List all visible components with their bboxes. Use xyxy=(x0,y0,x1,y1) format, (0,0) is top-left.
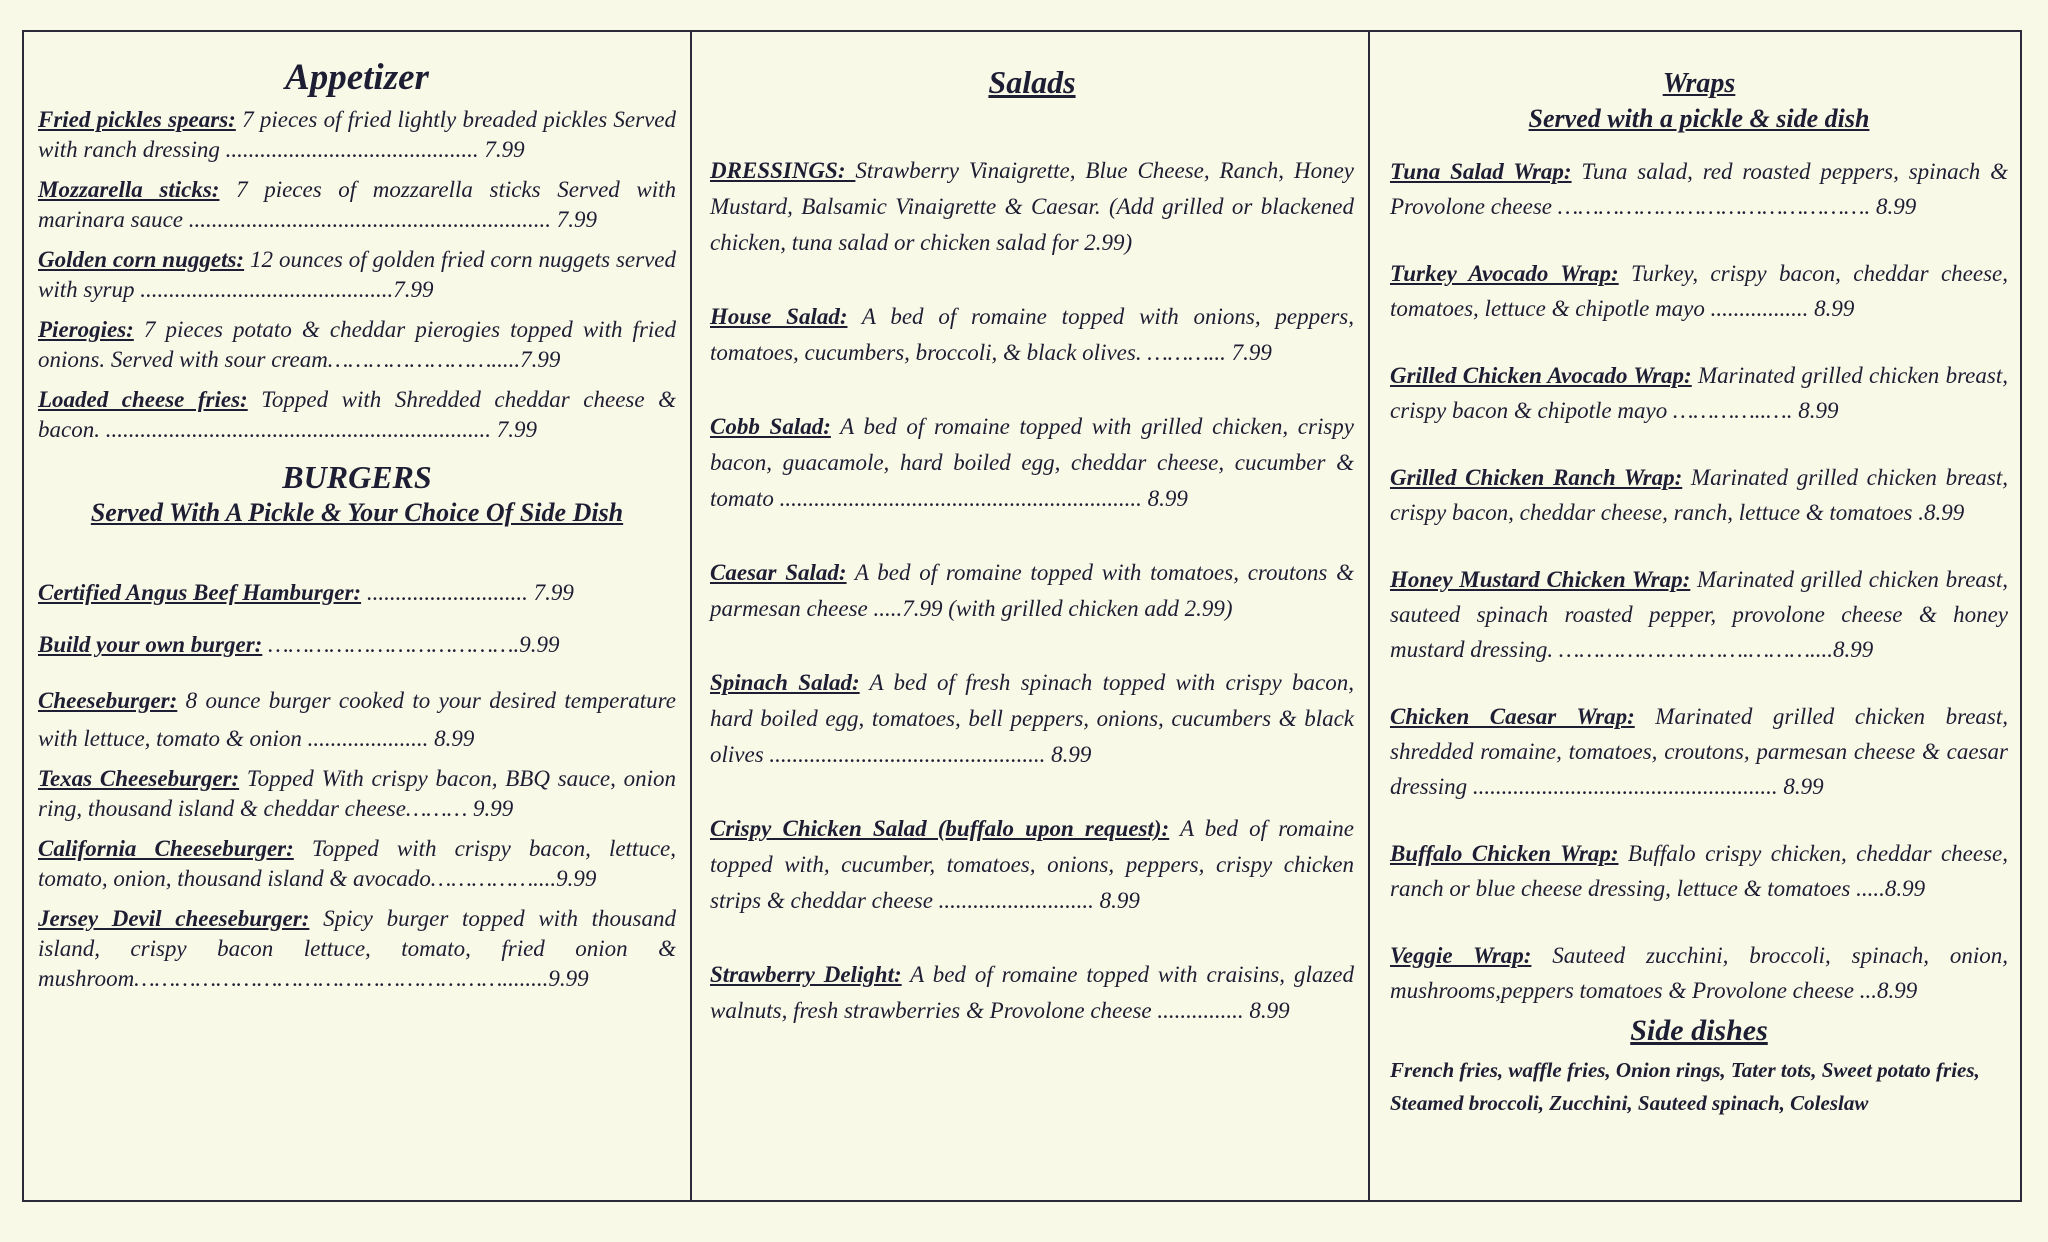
item-name: Grilled Chicken Avocado Wrap: xyxy=(1390,363,1692,388)
wraps-subheading: Served with a pickle & side dish xyxy=(1528,104,1870,133)
item-name: Turkey Avocado Wrap: xyxy=(1390,261,1619,286)
item-desc: 7 pieces of fried lightly breaded pickles Served with ranch dressing ............................................ 7.99 xyxy=(38,107,676,162)
menu-item xyxy=(1390,938,2008,1008)
item-name: Cheeseburger: xyxy=(38,688,178,713)
item-desc: Buffalo crispy chicken, cheddar cheese, ranch or blue cheese dressing, lettuce & tomatoes .....8.99 xyxy=(1390,841,2008,901)
item-name: Pierogies: xyxy=(38,317,134,342)
item-desc: Turkey, crispy bacon, cheddar cheese, tomatoes, lettuce & chipotle mayo ................. 8.99 xyxy=(1390,261,2008,321)
item-name: Spinach Salad: xyxy=(710,670,860,695)
menu-item xyxy=(1390,699,2008,804)
item-desc: A bed of romaine topped with onions, peppers, tomatoes, cucumbers, broccoli, & black olives. ………... 7.99 xyxy=(710,304,1354,365)
item-desc: Topped with Shredded cheddar cheese & bacon. ................................................................... 7.99 xyxy=(38,387,676,442)
item-name: Certified Angus Beef Hamburger: xyxy=(38,580,362,605)
item-name: Golden corn nuggets: xyxy=(38,247,245,272)
menu-item xyxy=(1390,358,2008,428)
menu-item xyxy=(1390,256,2008,326)
item-name: Crispy Chicken Salad (buffalo upon request): xyxy=(710,816,1170,841)
menu-item xyxy=(38,105,676,165)
item-desc: ……………………………….9.99 xyxy=(262,632,560,657)
menu-item xyxy=(38,245,676,305)
item-name: Caesar Salad: xyxy=(710,560,847,585)
item-desc: ............................ 7.99 xyxy=(361,580,574,605)
menu-item xyxy=(710,555,1354,627)
item-name: Loaded cheese fries: xyxy=(38,387,248,412)
item-desc: Topped with crispy bacon, lettuce, tomato, onion, thousand island & avocado……………....9.99 xyxy=(38,836,676,891)
item-name: Honey Mustard Chicken Wrap: xyxy=(1390,567,1691,592)
item-desc: Marinated grilled chicken breast, crispy bacon, cheddar cheese, ranch, lettuce & tomatoes .8.99 xyxy=(1390,465,2008,525)
item-name: Buffalo Chicken Wrap: xyxy=(1390,841,1619,866)
salads-column xyxy=(692,30,1370,1202)
salads-heading: Salads xyxy=(988,64,1076,100)
wraps-column xyxy=(1370,30,2022,1202)
menu-item xyxy=(1390,562,2008,667)
menu-item xyxy=(38,834,676,894)
item-name: Fried pickles spears: xyxy=(38,107,236,132)
menu-item xyxy=(38,315,676,375)
item-name: Texas Cheeseburger: xyxy=(38,766,240,791)
item-name: Grilled Chicken Ranch Wrap: xyxy=(1390,465,1683,490)
menu-item xyxy=(38,764,676,824)
menu-item xyxy=(710,409,1354,517)
menu-item xyxy=(710,957,1354,1029)
item-desc: 7 pieces of mozzarella sticks Served with marinara sauce ............................................................... 7.99 xyxy=(38,177,677,232)
item-desc: Strawberry Vinaigrette, Blue Cheese, Ranch, Honey Mustard, Balsamic Vinaigrette & Caesar. (Add grilled or blackened chicken, tuna salad or chicken salad for 2.99) xyxy=(710,158,1354,255)
menu-item xyxy=(710,665,1354,773)
burgers-heading: BURGERS xyxy=(282,459,432,495)
item-desc: A bed of romaine topped with, cucumber, tomatoes, onions, peppers, crispy chicken strips & cheddar cheese ........................... 8.99 xyxy=(710,816,1354,913)
menu-item xyxy=(1390,836,2008,906)
menu-item xyxy=(1390,154,2008,224)
appetizer-burgers-column xyxy=(22,30,692,1202)
menu-item xyxy=(710,299,1354,371)
item-desc: A bed of romaine topped with tomatoes, croutons & parmesan cheese .....7.99 (with grilled chicken add 2.99) xyxy=(710,560,1354,621)
menu-item xyxy=(38,904,676,994)
item-desc: A bed of romaine topped with grilled chicken, crispy bacon, guacamole, hard boiled egg, cheddar cheese, cucumber & tomato ............................................................... 8.99 xyxy=(710,414,1355,511)
item-desc: Marinated grilled chicken breast, sauteed spinach roasted pepper, provolone cheese & honey mustard dressing. ……………………….………....8.99 xyxy=(1390,567,2008,662)
item-name: Cobb Salad: xyxy=(710,414,831,439)
item-name: Strawberry Delight: xyxy=(710,962,902,987)
item-name: Jersey Devil cheeseburger: xyxy=(38,906,310,931)
menu-item xyxy=(710,153,1354,261)
item-desc: Tuna salad, red roasted peppers, spinach & Provolone cheese ………………………………………. 8.99 xyxy=(1390,159,2008,219)
burgers-subheading: Served With A Pickle & Your Choice Of Side Dish xyxy=(90,498,624,527)
side-dishes-heading: Side dishes xyxy=(1630,1014,1768,1047)
menu-item xyxy=(38,578,676,608)
item-name: House Salad: xyxy=(710,304,848,329)
item-desc: Spicy burger topped with thousand island, crispy bacon lettuce, tomato, fried onion & mushroom………………………………………………........9.99 xyxy=(38,906,676,991)
item-name: Mozzarella sticks: xyxy=(38,177,220,202)
item-name: Build your own burger: xyxy=(38,632,263,657)
menu-item xyxy=(1390,460,2008,530)
item-name: Veggie Wrap: xyxy=(1390,943,1532,968)
item-name: Tuna Salad Wrap: xyxy=(1390,159,1572,184)
side-dishes-list: French fries, waffle fries, Onion rings, Tater tots, Sweet potato fries, Steamed broccoli, Zucchini, Sauteed spinach, Coleslaw xyxy=(1390,1058,1980,1115)
item-name: Chicken Caesar Wrap: xyxy=(1390,704,1635,729)
menu-item xyxy=(38,175,676,235)
menu-item xyxy=(38,630,676,660)
item-desc: Marinated grilled chicken breast, crispy bacon & chipotle mayo …………..…. 8.99 xyxy=(1390,363,2008,423)
item-name: DRESSINGS: xyxy=(710,158,856,183)
item-desc: Topped With crispy bacon, BBQ sauce, onion ring, thousand island & cheddar cheese……… 9.99 xyxy=(38,766,676,821)
menu-item xyxy=(38,385,676,445)
item-desc: 7 pieces potato & cheddar pierogies topped with fried onions. Served with sour cream…………………….....7.99 xyxy=(38,317,676,372)
item-desc: A bed of romaine topped with craisins, glazed walnuts, fresh strawberries & Provolone cheese ............... 8.99 xyxy=(710,962,1354,1023)
wraps-heading: Wraps xyxy=(1662,68,1736,99)
item-desc: 8 ounce burger cooked to your desired temperature with lettuce, tomato & onion ..................... 8.99 xyxy=(38,688,676,751)
item-desc: Marinated grilled chicken breast, shredded romaine, tomatoes, croutons, parmesan cheese & caesar dressing ..................................................... 8.99 xyxy=(1390,704,2008,799)
item-desc: A bed of fresh spinach topped with crispy bacon, hard boiled egg, tomatoes, bell peppers, onions, cucumbers & black olives ................................................ 8.99 xyxy=(710,670,1354,767)
menu-item xyxy=(38,682,676,758)
menu-item xyxy=(710,811,1354,919)
item-name: California Cheeseburger: xyxy=(38,836,294,861)
item-desc: Sauteed zucchini, broccoli, spinach, onion, mushrooms,peppers tomatoes & Provolone cheese ...8.99 xyxy=(1390,943,2008,1003)
item-desc: 12 ounces of golden fried corn nuggets served with syrup ............................................7.99 xyxy=(38,247,676,302)
appetizer-heading: Appetizer xyxy=(285,57,429,98)
